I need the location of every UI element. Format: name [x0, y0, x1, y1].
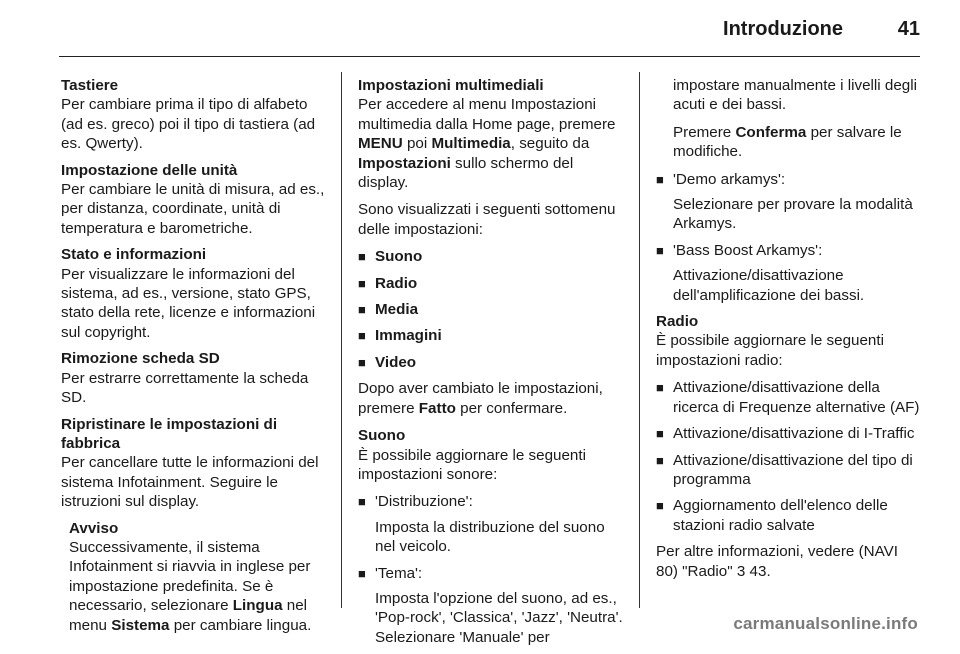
body-text: Premere [673, 123, 736, 141]
submenu-label: Video [375, 353, 417, 371]
section-multimedia [358, 76, 626, 192]
square-bullet-icon: ■ [656, 171, 664, 187]
column-divider [639, 72, 640, 608]
reference-arrow-icon: 3 [736, 562, 746, 580]
list-item [656, 241, 922, 305]
item-description: Attivazione/disattivazione dell'amplificazione dei bassi. [673, 267, 865, 304]
item-text: Attivazione/disattivazione di I-Traffic [673, 425, 915, 443]
body-text: Per altre informazioni, vedere (NAVI 80) "Radio" [656, 543, 898, 580]
page-reference: 43. [749, 562, 771, 580]
list-item [358, 300, 626, 319]
item-text: Attivazione/disattivazione del tipo di programma [673, 451, 913, 488]
list-item [656, 451, 922, 490]
list-item [358, 353, 626, 372]
section-tastiere [61, 76, 327, 154]
section-text: Per cancellare tutte le informazioni del sistema Infotainment. Seguire le istruzioni sul display. [61, 454, 319, 511]
note-heading: Avviso [69, 519, 119, 537]
square-bullet-icon: ■ [656, 426, 664, 442]
submenu-label: Media [375, 301, 419, 319]
page-number: 41 [897, 18, 920, 40]
section-heading: Ripristinare le impostazioni di fabbrica [61, 415, 278, 452]
confirm-text [656, 123, 922, 162]
after-text [358, 379, 626, 418]
section-heading: Impostazione delle unità [61, 161, 238, 179]
section-heading: Impostazioni multimediali [358, 77, 544, 94]
item-text: Attivazione/disattivazione della ricerca di Frequenze alternative (AF) [673, 379, 920, 416]
list-item [358, 274, 626, 293]
square-bullet-icon: ■ [358, 354, 366, 370]
item-description: Imposta la distribuzione del suono nel veicolo. [375, 518, 605, 556]
list-item [656, 170, 922, 234]
section-text: Per cambiare le unità di misura, ad es., per distanza, coordinate, unità di temperatura e barometriche. [61, 181, 325, 237]
section-heading: Rimozione scheda SD [61, 350, 220, 368]
section-title: Introduzione [723, 18, 843, 40]
submenu-label: Radio [375, 274, 418, 292]
body-text: per salvare le modifiche. [673, 123, 902, 161]
item-label: 'Demo arkamys': [673, 170, 786, 188]
item-label: 'Tema': [375, 564, 423, 582]
submenu-list [358, 247, 626, 372]
square-bullet-icon: ■ [358, 328, 366, 344]
section-heading: Tastiere [61, 77, 119, 94]
radio-list [656, 378, 922, 535]
menu-term: Multimedia [431, 135, 511, 153]
square-bullet-icon: ■ [358, 565, 366, 581]
square-bullet-icon: ■ [656, 380, 664, 396]
suono-list-continued [656, 170, 922, 305]
section-text: Per visualizzare le informazioni del sistema, ad es., versione, stato GPS, stato della rete, licenze e informazioni sul copyright. [61, 265, 316, 341]
suono-list [358, 492, 626, 647]
section-stato [61, 245, 327, 342]
section-text: poi [402, 135, 432, 153]
section-text: , seguito da [510, 135, 590, 153]
submenu-intro: Sono visualizzati i seguenti sottomenu delle impostazioni: [358, 201, 616, 238]
menu-term: MENU [358, 135, 403, 153]
section-text: Per accedere al menu Impostazioni multimedia dalla Home page, premere [358, 96, 616, 133]
note-text: nel menu [69, 597, 308, 634]
square-bullet-icon: ■ [656, 498, 664, 514]
list-item [656, 496, 922, 535]
menu-term: Fatto [418, 399, 456, 417]
menu-term: Sistema [111, 616, 170, 634]
section-text: È possibile aggiornare le seguenti impostazioni radio: [656, 332, 884, 369]
submenu-label: Suono [375, 248, 423, 266]
section-text: Per cambiare prima il tipo di alfabeto (ad es. greco) poi il tipo di tastiera (ad es. Qwerty). [61, 96, 316, 153]
menu-term: Conferma [735, 123, 807, 141]
note-avviso [61, 519, 327, 635]
cross-reference [656, 542, 922, 581]
body-text: Dopo aver cambiato le impostazioni, premere [358, 380, 603, 417]
item-description: Selezionare per provare la modalità Arkamys. [673, 196, 913, 233]
square-bullet-icon: ■ [358, 302, 366, 318]
note-text: Successivamente, il sistema Infotainment si riavvia in inglese per impostazione predefinita. Se è necessario, selezionare [69, 538, 311, 615]
note-text: per cambiare lingua. [169, 616, 312, 634]
square-bullet-icon: ■ [656, 242, 664, 258]
menu-term: Lingua [232, 597, 283, 615]
column-3 [656, 76, 922, 589]
section-heading: Radio [656, 313, 699, 331]
list-item [656, 378, 922, 417]
square-bullet-icon: ■ [656, 452, 664, 468]
section-radio [656, 312, 922, 535]
column-2 [358, 76, 626, 654]
section-heading: Stato e informazioni [61, 246, 207, 264]
item-label: 'Bass Boost Arkamys': [673, 241, 823, 259]
section-ripristino [61, 415, 327, 512]
body-text: per confermare. [455, 399, 568, 417]
list-item [358, 326, 626, 345]
item-label: 'Distribuzione': [375, 493, 473, 511]
square-bullet-icon: ■ [358, 494, 366, 510]
header-divider [59, 56, 920, 57]
square-bullet-icon: ■ [358, 275, 366, 291]
watermark: carmanualsonline.info [733, 614, 918, 633]
section-sd [61, 349, 327, 407]
section-text: Per estrarre correttamente la scheda SD. [61, 369, 309, 407]
continued-text: impostare manualmente i livelli degli acuti e dei bassi. [673, 77, 917, 114]
menu-term: Impostazioni [358, 154, 451, 172]
list-item [656, 424, 922, 443]
column-1 [61, 76, 327, 642]
submenu-label: Immagini [375, 327, 442, 345]
square-bullet-icon: ■ [358, 249, 366, 265]
section-text: sullo schermo del display. [358, 154, 574, 192]
list-item [358, 492, 626, 556]
item-description: Imposta l'opzione del suono, ad es., 'Pop-rock', 'Classica', 'Jazz', 'Neutra'. Selezionare 'Manuale' per [375, 589, 623, 646]
list-item [358, 564, 626, 648]
section-text: È possibile aggiornare le seguenti impostazioni sonore: [358, 446, 586, 483]
list-item [358, 247, 626, 266]
section-suono [358, 426, 626, 647]
item-text: Aggiornamento dell'elenco delle stazioni radio salvate [673, 497, 888, 534]
section-heading: Suono [358, 427, 406, 445]
column-divider [341, 72, 342, 608]
section-unita [61, 161, 327, 239]
